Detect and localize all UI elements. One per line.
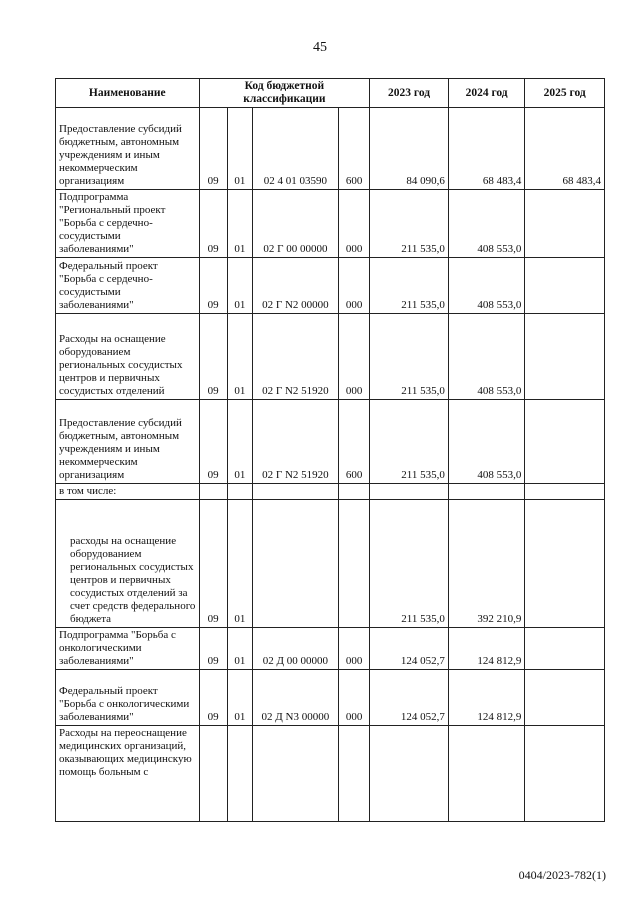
amount-2024: [448, 726, 524, 822]
code-target-article: [252, 726, 338, 822]
code-target-article: [252, 500, 338, 628]
footer-document-code: 0404/2023-782(1): [518, 868, 606, 882]
amount-2025: [525, 190, 605, 258]
amount-2024: 124 812,9: [448, 628, 524, 670]
code-subsection: 01: [227, 190, 252, 258]
code-target-article: 02 Д 00 00000: [252, 628, 338, 670]
code-target-article: 02 Г N2 51920: [252, 314, 338, 400]
code-section: 09: [199, 108, 227, 190]
row-name: в том числе:: [56, 484, 200, 500]
amount-2025: [525, 726, 605, 822]
code-section: [199, 484, 227, 500]
amount-2023: 124 052,7: [370, 628, 449, 670]
table-row: [56, 258, 605, 314]
code-expense-type: 600: [338, 400, 369, 484]
amount-2023: 211 535,0: [370, 500, 449, 628]
code-subsection: [227, 484, 252, 500]
row-name: Федеральный проект "Борьба с онкологическими заболеваниями": [56, 670, 200, 726]
amount-2023: 211 535,0: [370, 400, 449, 484]
code-section: 09: [199, 400, 227, 484]
code-subsection: 01: [227, 258, 252, 314]
amount-2024: 408 553,0: [448, 190, 524, 258]
amount-2024: 408 553,0: [448, 314, 524, 400]
amount-2024: 408 553,0: [448, 258, 524, 314]
amount-2025: [525, 314, 605, 400]
header-budget-code: Код бюджетной классификации: [199, 79, 370, 108]
amount-2024: 68 483,4: [448, 108, 524, 190]
code-expense-type: [338, 484, 369, 500]
amount-2024: 124 812,9: [448, 670, 524, 726]
amount-2023: [370, 484, 449, 500]
code-subsection: 01: [227, 500, 252, 628]
row-name: Предоставление субсидий бюджетным, автономным учреждениям и иным некоммерческим организациям: [56, 400, 200, 484]
code-expense-type: 000: [338, 190, 369, 258]
table-row: [56, 314, 605, 400]
page-number: 45: [313, 40, 327, 55]
code-target-article: 02 4 01 03590: [252, 108, 338, 190]
budget-table: [55, 78, 605, 822]
row-name: Федеральный проект "Борьба с сердечно-сосудистыми заболеваниями": [56, 258, 200, 314]
code-expense-type: 600: [338, 108, 369, 190]
table-row: [56, 628, 605, 670]
code-expense-type: 000: [338, 628, 369, 670]
header-2025: 2025 год: [525, 79, 605, 108]
code-expense-type: [338, 726, 369, 822]
amount-2025: [525, 484, 605, 500]
table-row: [56, 190, 605, 258]
table-header-row: [56, 79, 605, 108]
code-subsection: 01: [227, 628, 252, 670]
amount-2023: 211 535,0: [370, 190, 449, 258]
row-name: Расходы на оснащение оборудованием региональных сосудистых центров и первичных сосудистых отделений: [56, 314, 200, 400]
code-subsection: [227, 726, 252, 822]
code-target-article: 02 Г 00 00000: [252, 190, 338, 258]
amount-2025: [525, 400, 605, 484]
amount-2023: [370, 726, 449, 822]
amount-2024: 392 210,9: [448, 500, 524, 628]
code-target-article: [252, 484, 338, 500]
code-subsection: 01: [227, 314, 252, 400]
table-row: [56, 400, 605, 484]
code-section: 09: [199, 670, 227, 726]
code-subsection: 01: [227, 108, 252, 190]
table-row: [56, 108, 605, 190]
code-expense-type: 000: [338, 670, 369, 726]
row-name: расходы на оснащение оборудованием региональных сосудистых центров и первичных сосудистых отделений за счет средств федерального бюджета: [56, 500, 200, 628]
code-subsection: 01: [227, 670, 252, 726]
code-target-article: 02 Д N3 00000: [252, 670, 338, 726]
amount-2025: [525, 670, 605, 726]
code-section: 09: [199, 628, 227, 670]
amount-2024: 408 553,0: [448, 400, 524, 484]
amount-2025: [525, 500, 605, 628]
amount-2023: 124 052,7: [370, 670, 449, 726]
code-section: 09: [199, 314, 227, 400]
code-section: 09: [199, 258, 227, 314]
header-name: Наименование: [56, 79, 200, 108]
amount-2023: 211 535,0: [370, 258, 449, 314]
table-row: [56, 726, 605, 822]
code-expense-type: 000: [338, 258, 369, 314]
table-row: [56, 500, 605, 628]
amount-2023: 211 535,0: [370, 314, 449, 400]
amount-2025: [525, 258, 605, 314]
row-name: Расходы на переоснащение медицинских организаций, оказывающих медицинскую помощь больным с: [56, 726, 200, 822]
code-expense-type: [338, 500, 369, 628]
amount-2025: [525, 628, 605, 670]
code-section: 09: [199, 500, 227, 628]
header-2023: 2023 год: [370, 79, 449, 108]
row-name: Подпрограмма "Региональный проект "Борьба с сердечно-сосудистыми заболеваниями": [56, 190, 200, 258]
code-target-article: 02 Г N2 00000: [252, 258, 338, 314]
code-section: 09: [199, 190, 227, 258]
code-expense-type: 000: [338, 314, 369, 400]
table-row: [56, 484, 605, 500]
header-2024: 2024 год: [448, 79, 524, 108]
amount-2023: 84 090,6: [370, 108, 449, 190]
code-section: [199, 726, 227, 822]
amount-2024: [448, 484, 524, 500]
amount-2025: 68 483,4: [525, 108, 605, 190]
code-target-article: 02 Г N2 51920: [252, 400, 338, 484]
row-name: Подпрограмма "Борьба с онкологическими заболеваниями": [56, 628, 200, 670]
row-name: Предоставление субсидий бюджетным, автономным учреждениям и иным некоммерческим организациям: [56, 108, 200, 190]
code-subsection: 01: [227, 400, 252, 484]
table-row: [56, 670, 605, 726]
